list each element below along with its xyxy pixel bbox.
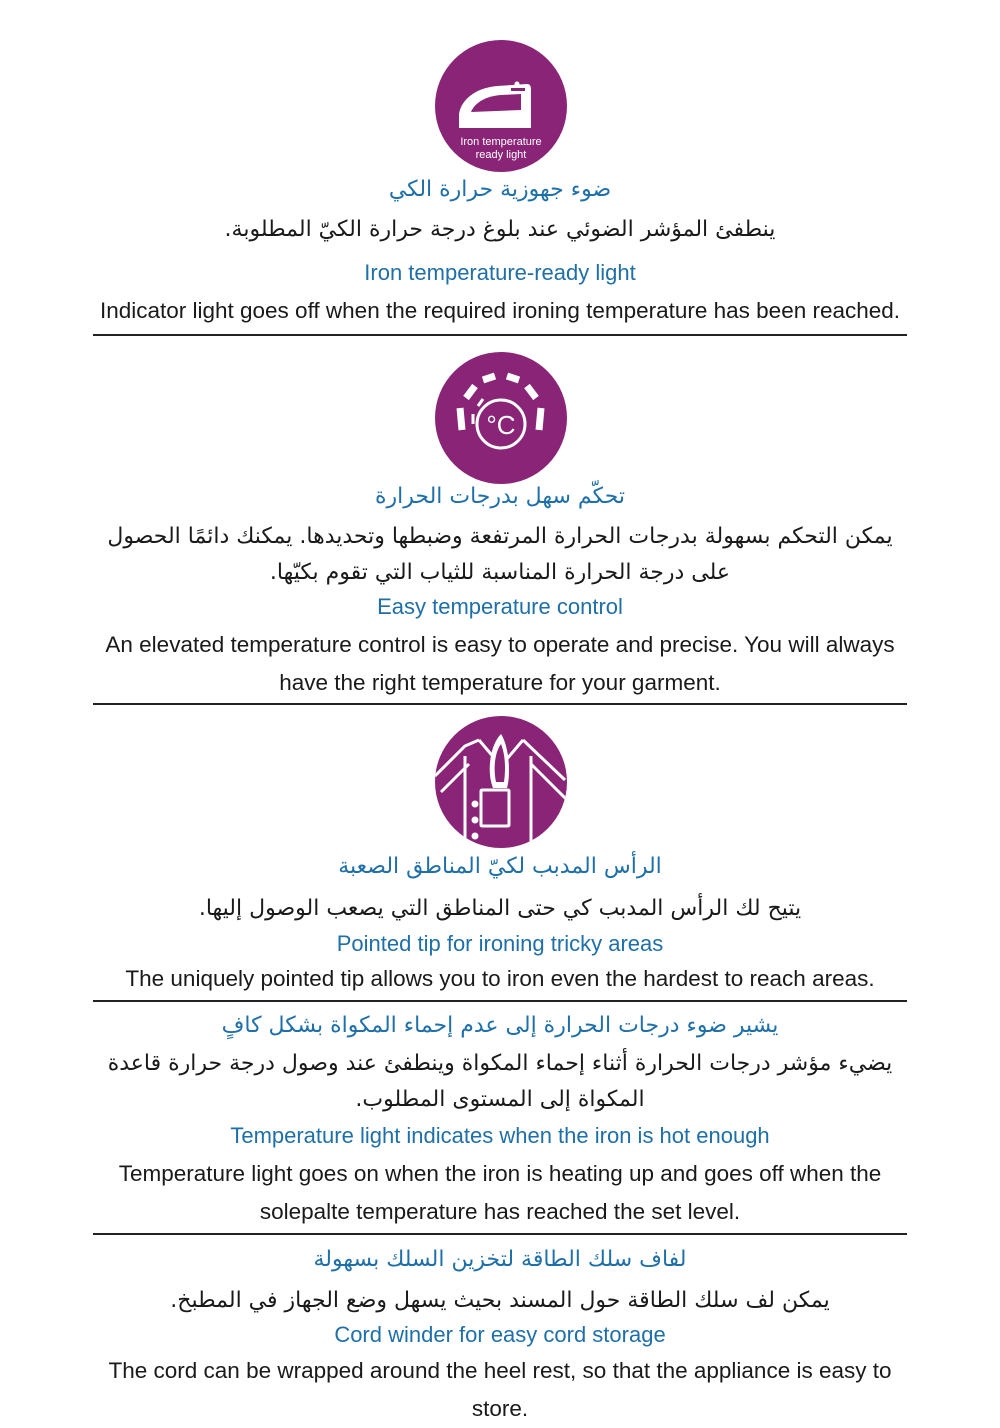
section-4-arabic-body: يضيء مؤشر درجات الحرارة أثناء إحماء المكواة وينطفئ عند وصول درجة حرارة قاعدة المكواة إلى المستوى المطلوب. [107, 1051, 893, 1112]
section-3-arabic-title: الرأس المدبب لكيّ المناطق الصعبة [338, 854, 662, 879]
iron-ready-light-icon [435, 40, 567, 172]
icon-caption-line-2: ready light [475, 149, 527, 161]
section-5-english-body: The cord can be wrapped around the heel rest, so that the appliance is easy to store. [108, 1358, 892, 1421]
section-1-arabic-title: ضوء جهوزية حرارة الكي [388, 177, 612, 202]
section-divider [93, 334, 907, 336]
section-3-english-title: Pointed tip for ironing tricky areas [336, 931, 664, 956]
section-1-english-title: Iron temperature-ready light [364, 260, 636, 285]
section-divider [93, 1000, 907, 1002]
section-2-arabic-title: تحكّم سهل بدرجات الحرارة [374, 484, 626, 509]
section-4-arabic-title: يشير ضوء درجات الحرارة إلى عدم إحماء المكواة بشكل كافٍ [221, 1013, 779, 1038]
section-2-english-body: An elevated temperature control is easy to operate and precise. You will always have the right temperature for your garment. [105, 632, 895, 695]
section-5-english-title: Cord winder for easy cord storage [334, 1322, 666, 1347]
section-1-arabic-body: ينطفئ المؤشر الضوئي عند بلوغ درجة حرارة الكيّ المطلوبة. [224, 217, 776, 242]
section-divider [93, 1233, 907, 1235]
section-5-arabic-title: لفاف سلك الطاقة لتخزين السلك بسهولة [313, 1247, 687, 1272]
icon-caption-line-1: Iron temperature [460, 136, 542, 148]
section-divider [93, 703, 907, 705]
section-4-english-title: Temperature light indicates when the iron is hot enough [230, 1123, 770, 1148]
section-2-arabic-body: يمكن التحكم بسهولة بدرجات الحرارة المرتفعة وضبطها وتحديدها. يمكنك دائمًا الحصول على درجة الحرارة المناسبة للثياب التي تقوم بكيّها. [107, 524, 893, 585]
section-3-arabic-body: يتيح لك الرأس المدبب كي حتى المناطق التي يصعب الوصول إليها. [198, 896, 802, 921]
celsius-label: °C [486, 410, 516, 440]
section-1-english-body: Indicator light goes off when the required ironing temperature has been reached. [99, 298, 901, 323]
section-3-english-body: The uniquely pointed tip allows you to iron even the hardest to reach areas. [125, 966, 875, 991]
section-5-arabic-body: يمكن لف سلك الطاقة حول المسند بحيث يسهل وضع الجهاز في المطبخ. [170, 1288, 830, 1313]
section-2-english-title: Easy temperature control [377, 594, 623, 619]
temperature-dial-icon [435, 352, 567, 484]
pointed-tip-shirt-icon [435, 716, 567, 848]
section-4-english-body: Temperature light goes on when the iron is heating up and goes off when the solepalte temperature has reached the set level. [118, 1161, 882, 1224]
